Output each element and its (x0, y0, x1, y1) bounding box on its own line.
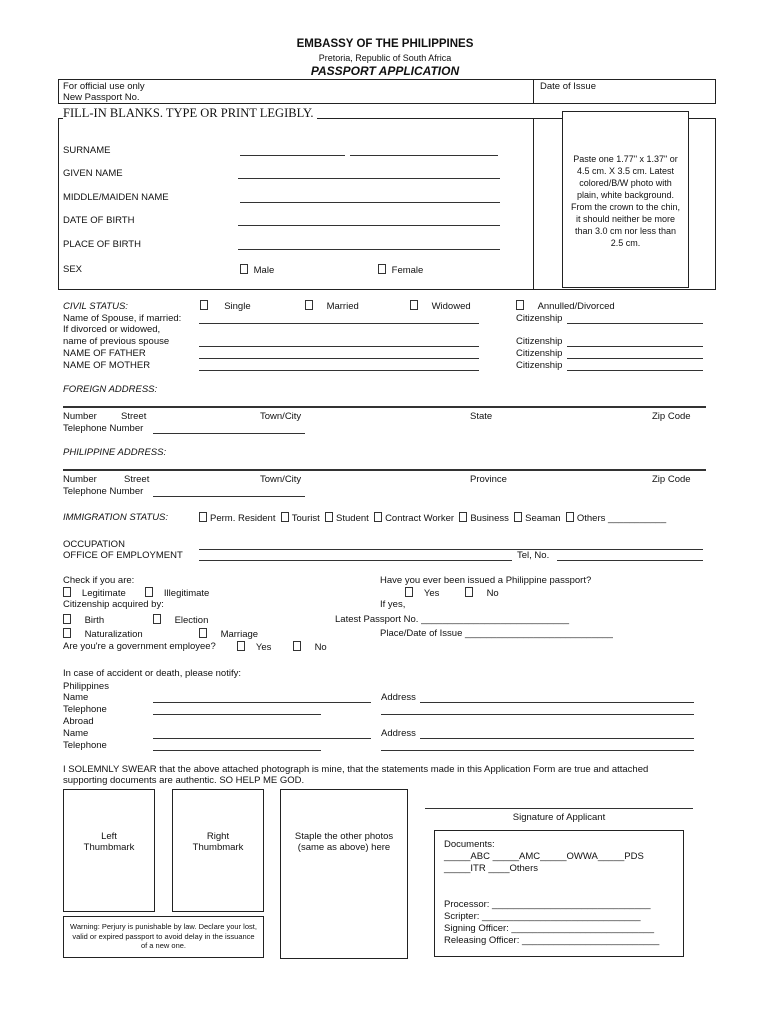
ppt-no-label: No (486, 588, 499, 599)
citizenship-label-3: Citizenship (516, 348, 563, 359)
pob-label: PLACE OF BIRTH (63, 239, 141, 250)
legitimate-label: Legitimate (81, 588, 126, 599)
place-date-issue-field[interactable]: Place/Date of Issue ____________________________ (380, 628, 613, 639)
others-label: Others ___________ (576, 513, 667, 524)
female-label: Female (391, 265, 424, 276)
legitimate-option[interactable] (63, 587, 126, 599)
divorced-label-1: If divorced or widowed, (63, 324, 161, 335)
office-field[interactable] (199, 560, 512, 561)
married-option[interactable] (305, 300, 359, 312)
right-thumbmark-text-2: Thumbmark (192, 842, 244, 853)
marriage-option[interactable] (199, 628, 258, 640)
signing-officer-field[interactable]: Signing Officer: ___________________________ (444, 923, 655, 934)
documents-row-2[interactable]: _____ITR ____Others (444, 863, 539, 874)
gov-no-option[interactable] (293, 641, 327, 653)
scripter-field[interactable]: Scripter: ______________________________ (444, 911, 641, 922)
acquired-label: Citizenship acquired by: (63, 599, 164, 610)
occupation-field[interactable] (199, 549, 703, 550)
legitimate-checkbox[interactable] (63, 587, 71, 597)
birth-checkbox[interactable] (63, 614, 71, 624)
phil-telephone-label: Telephone (63, 704, 107, 715)
illegitimate-label: Illegitimate (163, 588, 210, 599)
gov-no-label: No (314, 642, 327, 653)
naturalization-option[interactable] (63, 628, 143, 640)
contract-worker-checkbox[interactable] (374, 512, 382, 522)
right-thumbmark-text-1: Right (206, 831, 230, 842)
perm-resident-label: Perm. Resident (210, 513, 276, 524)
citizenship-label-4: Citizenship (516, 360, 563, 371)
phil-contact-address-field-2[interactable] (381, 714, 694, 715)
date-issue-divider (533, 79, 534, 104)
citizenship-field-3[interactable] (567, 358, 703, 359)
phil-contact-address-label: Address (381, 692, 416, 703)
birth-label: Birth (84, 615, 105, 626)
new-passport-label: New Passport No. (63, 92, 140, 103)
dob-label: DATE OF BIRTH (63, 215, 135, 226)
foreign-tel-field[interactable] (153, 433, 305, 434)
staple-photo-box[interactable] (280, 789, 408, 959)
father-field[interactable] (199, 358, 479, 359)
previous-spouse-field[interactable] (199, 346, 479, 347)
phil-address-label: PHILIPPINE ADDRESS: (63, 447, 167, 458)
female-option[interactable] (378, 264, 423, 276)
photo-instructions: Paste one 1.77" x 1.37" or 4.5 cm. X 3.5 cm. Latest colored/B/W photo with plain, white background. From the crown to the chin, it should neither be more than 3.0 cm nor less than 2.5 cm. (570, 154, 681, 248)
official-use-box (58, 79, 716, 104)
abroad-contact-tel-field[interactable] (153, 750, 321, 751)
foreign-street-label: Street (121, 411, 147, 422)
foreign-state-label: State (470, 411, 493, 422)
passport-question: Have you ever been issued a Philippine passport? (380, 575, 592, 586)
gov-employee-label: Are you're a government employee? (63, 641, 216, 652)
birth-option[interactable] (63, 614, 104, 626)
election-option[interactable] (153, 614, 208, 626)
illegitimate-checkbox[interactable] (145, 587, 153, 597)
dob-field[interactable] (238, 225, 500, 226)
right-thumbmark-label (172, 831, 264, 853)
releasing-officer-field[interactable]: Releasing Officer: __________________________ (444, 935, 660, 946)
tel-no-label: Tel, No. (517, 550, 550, 561)
surname-label: SURNAME (63, 145, 111, 156)
surname-field[interactable] (240, 155, 345, 156)
abroad-name-label: Name (63, 728, 89, 739)
abroad-telephone-label: Telephone (63, 740, 107, 751)
phil-zip-label: Zip Code (652, 474, 691, 485)
marriage-label: Marriage (220, 629, 259, 640)
foreign-address-field[interactable] (63, 406, 706, 408)
divorced-label-2: name of previous spouse (63, 336, 170, 347)
ppt-yes-option[interactable] (405, 587, 439, 599)
gov-yes-label: Yes (255, 642, 272, 653)
embassy-title: EMBASSY OF THE PHILIPPINES (296, 38, 474, 50)
warning-text: Warning: Perjury is punishable by law. Declare your lost, valid or expired passport to avoid delay in the issuance of a new one. (70, 922, 257, 950)
ppt-yes-checkbox[interactable] (405, 587, 413, 597)
contract-worker-label: Contract Worker (385, 513, 455, 524)
election-checkbox[interactable] (153, 614, 161, 624)
single-option[interactable] (200, 300, 251, 312)
given-name-field[interactable] (238, 178, 500, 179)
instruction-text: FILL-IN BLANKS. TYPE OR PRINT LEGIBLY. (63, 106, 317, 121)
phil-name-label: Name (63, 692, 89, 703)
male-label: Male (253, 265, 275, 276)
foreign-town-label: Town/City (260, 411, 302, 422)
form-title: PASSPORT APPLICATION (310, 64, 460, 78)
ppt-no-checkbox[interactable] (465, 587, 473, 597)
staple-text-2: (same as above) here (297, 842, 391, 853)
official-use-label: For official use only (63, 81, 145, 92)
latest-passport-field[interactable]: Latest Passport No. ____________________________ (335, 614, 570, 625)
citizenship-label-2: Citizenship (516, 336, 563, 347)
married-checkbox[interactable] (305, 300, 313, 310)
naturalization-label: Naturalization (84, 629, 143, 640)
phil-number-label: Number (63, 474, 97, 485)
naturalization-checkbox[interactable] (63, 628, 71, 638)
illegitimate-option[interactable] (145, 587, 209, 599)
citizenship-field-4[interactable] (567, 370, 703, 371)
perm-resident-checkbox[interactable] (199, 512, 207, 522)
notify-label: In case of accident or death, please notify: (63, 668, 241, 679)
civil-status-label: CIVIL STATUS: (63, 301, 128, 312)
philippines-label: Philippines (63, 681, 109, 692)
marriage-checkbox[interactable] (199, 628, 207, 638)
documents-row-1[interactable]: _____ABC _____AMC_____OWWA_____PDS (444, 851, 644, 862)
check-if-label: Check if you are: (63, 575, 135, 586)
immigration-options (199, 512, 666, 524)
single-label: Single (224, 301, 251, 312)
male-option[interactable] (240, 264, 274, 276)
staple-text-1: Staple the other photos (294, 831, 394, 842)
abroad-contact-name-field[interactable] (153, 738, 371, 739)
phil-tel-label: Telephone Number (63, 486, 144, 497)
citizenship-field-2[interactable] (567, 346, 703, 347)
office-tel-field[interactable] (557, 560, 703, 561)
processor-field[interactable]: Processor: ______________________________ (444, 899, 651, 910)
abroad-label: Abroad (63, 716, 94, 727)
foreign-number-label: Number (63, 411, 97, 422)
documents-title: Documents: (444, 839, 495, 850)
signature-label: Signature of Applicant (512, 812, 606, 823)
father-label: NAME OF FATHER (63, 348, 146, 359)
spouse-label: Name of Spouse, if married: (63, 313, 182, 324)
signature-field[interactable] (425, 808, 693, 809)
male-checkbox[interactable] (240, 264, 248, 274)
left-thumbmark-text-2: Thumbmark (83, 842, 135, 853)
phil-address-field[interactable] (63, 469, 706, 471)
ppt-no-option[interactable] (465, 587, 499, 599)
citizenship-field-1[interactable] (567, 323, 703, 324)
business-label: Business (470, 513, 509, 524)
gov-no-checkbox[interactable] (293, 641, 301, 651)
annulled-label: Annulled/Divorced (537, 301, 615, 312)
phil-street-label: Street (124, 474, 150, 485)
photo-column-divider (533, 118, 534, 290)
phil-tel-field[interactable] (153, 496, 305, 497)
oath-line-1: I SOLEMNLY SWEAR that the above attached photograph is mine, that the statements made in this Application Form are true and attached (63, 764, 649, 775)
citizenship-label-1: Citizenship (516, 313, 563, 324)
tourist-checkbox[interactable] (281, 512, 289, 522)
single-checkbox[interactable] (200, 300, 208, 310)
others-checkbox[interactable] (566, 512, 574, 522)
embassy-location: Pretoria, Republic of South Africa (318, 53, 452, 63)
student-checkbox[interactable] (325, 512, 333, 522)
student-label: Student (336, 513, 369, 524)
widowed-checkbox[interactable] (410, 300, 418, 310)
married-label: Married (326, 301, 359, 312)
seaman-label: Seaman (525, 513, 561, 524)
staple-photo-label (280, 831, 408, 853)
immigration-label: IMMIGRATION STATUS: (63, 512, 169, 523)
abroad-contact-address-label: Address (381, 728, 416, 739)
abroad-contact-address-field-2[interactable] (381, 750, 694, 751)
phil-contact-address-field[interactable] (420, 702, 694, 703)
left-thumbmark-label (63, 831, 155, 853)
left-thumbmark-text-1: Left (101, 831, 117, 842)
abroad-contact-address-field[interactable] (420, 738, 694, 739)
ppt-yes-label: Yes (423, 588, 440, 599)
gov-yes-checkbox[interactable] (237, 641, 245, 651)
business-checkbox[interactable] (459, 512, 467, 522)
gov-yes-option[interactable] (237, 641, 271, 653)
widowed-label: Widowed (431, 301, 471, 312)
widowed-option[interactable] (410, 300, 471, 312)
foreign-address-label: FOREIGN ADDRESS: (63, 384, 158, 395)
annulled-option[interactable] (516, 300, 615, 312)
oath-line-2: supporting documents are authentic. SO HELP ME GOD. (63, 775, 305, 786)
seaman-checkbox[interactable] (514, 512, 522, 522)
if-yes-label: If yes, (380, 599, 406, 610)
spouse-field[interactable] (199, 323, 479, 324)
phil-contact-tel-field[interactable] (153, 714, 321, 715)
foreign-tel-label: Telephone Number (63, 423, 144, 434)
surname-field-2[interactable] (350, 155, 498, 156)
election-label: Election (174, 615, 209, 626)
phil-contact-name-field[interactable] (153, 702, 371, 703)
mother-field[interactable] (199, 370, 479, 371)
female-checkbox[interactable] (378, 264, 386, 274)
sex-label: SEX (63, 264, 83, 275)
foreign-zip-label: Zip Code (652, 411, 691, 422)
middle-name-label: MIDDLE/MAIDEN NAME (63, 192, 169, 203)
annulled-checkbox[interactable] (516, 300, 524, 310)
pob-field[interactable] (238, 249, 500, 250)
mother-label: NAME OF MOTHER (63, 360, 151, 371)
occupation-label: OCCUPATION (63, 539, 125, 550)
given-name-label: GIVEN NAME (63, 168, 123, 179)
phil-province-label: Province (470, 474, 507, 485)
date-issue-label: Date of Issue (540, 81, 596, 92)
phil-town-label: Town/City (260, 474, 302, 485)
office-label: OFFICE OF EMPLOYMENT (63, 550, 183, 561)
tourist-label: Tourist (291, 513, 320, 524)
middle-name-field[interactable] (240, 202, 500, 203)
